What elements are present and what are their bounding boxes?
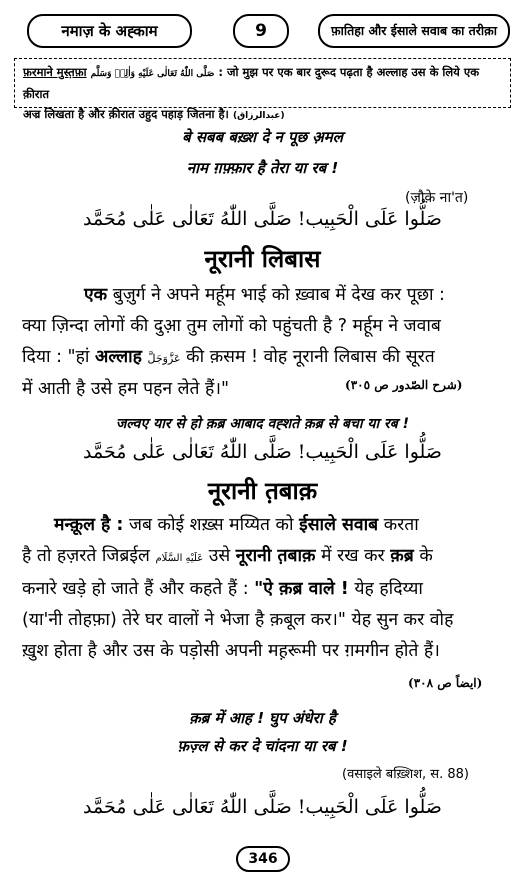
section1-allah: अल्लाह — [94, 347, 142, 367]
section2-source: (ایضاً ص ٣٠٨) — [408, 676, 483, 690]
hadith-source: (عبدالرزاق) — [232, 111, 285, 121]
section2-line2-ar: عَلَيْهِ السَّلَام — [155, 553, 204, 564]
hadith-text-3: अज्र लिखता है और क़ीरात उहुद पहाड़ जितना है। — [23, 107, 229, 121]
section2-strong4: क़ब्र — [390, 546, 414, 566]
chapter-title-badge: फ़ातिहा और ईसाले सवाब का तरीक़ा — [318, 14, 510, 48]
hadith-label: फ़रमाने मुस्त़फ़ा — [23, 65, 87, 79]
hadith-allah: अल्लाह — [376, 65, 408, 79]
section2-line2b: उसे — [208, 546, 231, 566]
section2-line1-rest: जब कोई शख़्स मय्यित को — [129, 515, 294, 535]
section2-line3b: येह हदिय्या — [354, 579, 423, 599]
book-title-badge: नमाज़ के अह्काम — [27, 14, 192, 48]
section1-line3a: दिया : "हां — [22, 347, 90, 367]
section1-heading: नूरानी लिबास — [204, 245, 321, 273]
hadith-box — [14, 58, 511, 121]
verse3-line1: क़ब्र में आह ! घुप अंधेरा है — [189, 709, 336, 727]
verse3-line2: फ़ज़्ल से कर दे चांदना या रब ! — [177, 737, 348, 755]
salat-line-3: صَلُّوا عَلَى الْحَبِيب! صَلَّى اللّٰهُ تَعَالٰى عَلٰى مُحَمَّد — [83, 796, 442, 818]
section2-line4: (या'नी तोहफ़ा) तेरे घर वालों ने भेजा है क़बूल कर।" येह सुन कर वोह — [22, 610, 454, 630]
section2-strong1: मन्क़ूल है : — [54, 515, 124, 535]
section2-strong2: ईसाले सवाब — [299, 515, 379, 535]
section2-paragraph — [22, 510, 505, 667]
salutation-text: صَلَّى اللّٰهُ تَعَالٰى عَلَيْهِ وَاٰلِهٖ وَسَلَّم — [90, 69, 215, 79]
hadith-text-2: उस के लिये एक क़ीरात — [23, 65, 480, 101]
salat-line-2: صَلُّوا عَلَى الْحَبِيب! صَلَّى اللّٰهُ تَعَالٰى عَلٰى مُحَمَّد — [83, 441, 442, 463]
section2-line2a: है तो हज़रते जिब्रईल — [22, 546, 150, 566]
section2-line2c: में रख कर — [321, 546, 385, 566]
section1-source: (شرح الصّدور ص ٣٠٥) — [345, 378, 463, 392]
section2-strong5: "ऐ क़ब्र वाले ! — [254, 579, 349, 599]
section1-line2: क्या ज़िन्दा लोगों की दुआ़ तुम लोगों को पहुंचती है ? मर्हूम ने जवाब — [22, 316, 441, 336]
hadith-text-1: : जो मुझ पर एक बार दुरूद पढ़ता है — [218, 65, 373, 79]
salat-line-1: صَلُّوا عَلَى الْحَبِيب! صَلَّى اللّٰهُ تَعَالٰى عَلٰى مُحَمَّد — [83, 208, 442, 230]
section1-strong: एक — [84, 285, 108, 305]
verse1-source: (ज़ौक़े ना'त) — [405, 190, 469, 206]
section2-line5: ख़ुश होता है और उस के पड़ोसी अपनी मह़रूमी पर ग़मगीन होते हैं। — [22, 641, 440, 661]
verse2-line: जल्वए यार से हो क़ब्र आबाद वह्शते क़ब्र से बचा या रब ! — [115, 416, 409, 432]
section2-line1-end: करता — [383, 515, 419, 535]
verse1-line2: नाम ग़फ़्फ़ार है तेरा या रब ! — [186, 159, 339, 177]
verse3-source: (वसाइले बख़्शिश, स. 88) — [342, 767, 469, 782]
verse1-line1: बे सबब बख़्श दे न पूछ अ़मल — [182, 128, 343, 146]
page-number-badge: 346 — [236, 846, 290, 872]
section-number-badge: 9 — [233, 14, 289, 48]
section1-ar: عَزَّوَجَلَّ — [147, 352, 181, 365]
section2-heading: नूरानी त़बाक़ — [207, 477, 318, 505]
section2-line2d: के — [419, 546, 433, 566]
section2-line3a: कनारे खड़े हो जाते हैं और कहते हैं : — [22, 579, 249, 599]
section1-line4: में आती है उसे हम पहन लेते हैं।" — [22, 379, 230, 399]
section1-line1: बुज़ुर्ग ने अपने मर्हूम भाई को ख़्वाब में देख कर पूछा : — [112, 285, 445, 305]
section2-strong3: नूरानी त़बाक़ — [235, 546, 316, 566]
section1-line3b: की क़सम ! वोह नूरानी लिबास की सूरत — [186, 347, 435, 367]
